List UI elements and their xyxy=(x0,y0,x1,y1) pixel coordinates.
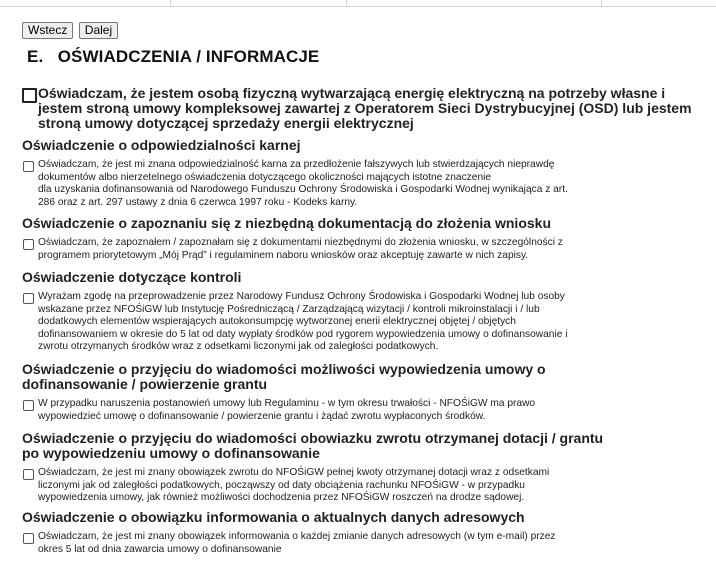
text-line: liczonymi jak od zaległości podatkowych, począwszy od daty obciążenia rachunku NFOŚiGW - w przypadku xyxy=(38,479,525,491)
section-title: E. OŚWIADCZENIA / INFORMACJE xyxy=(27,47,320,66)
declaration-checkbox[interactable] xyxy=(23,469,34,480)
column-divider xyxy=(346,0,347,6)
declaration-row xyxy=(22,531,712,556)
declaration-checkbox[interactable] xyxy=(23,293,34,304)
text-line: wskazane przez NFOŚiGW lub Instytucję Pośredniczącą / Zarządzającą wizytacji / kontroli mikroinstalacji i / lub xyxy=(38,303,540,315)
text-line: Oświadczam, że jest mi znany obowiązek zwrotu do NFOŚiGW pełnej kwoty otrzymanej dotacji wraz z odsetkami xyxy=(38,467,550,478)
text-line: dla uzyskania dofinansowania od Narodowego Funduszu Ochrony Środowiska i Gospodarki Wodnej wynikająca z art. xyxy=(38,184,568,196)
declaration-checkbox[interactable] xyxy=(23,161,34,172)
declaration-documentation xyxy=(22,216,712,262)
top-border xyxy=(0,0,716,7)
declaration-row xyxy=(22,398,712,423)
declaration-inspection xyxy=(22,270,712,354)
declaration-text xyxy=(38,291,712,354)
text-line: programem priorytetowym „Mój Prąd” i regulaminem naboru wniosków oraz akceptuję zawarte w nich zapisy. xyxy=(38,249,529,261)
text-line: dofinansowaniem w okresie do 5 lat od daty wypłaty środków pod rygorem wypowiedzenia umowy o dofinansowanie i xyxy=(38,328,568,340)
text-line: okres 5 lat od dnia zawarcia umowy o dofinansowanie xyxy=(38,543,282,555)
declaration-row xyxy=(22,291,712,354)
column-divider xyxy=(601,0,602,6)
declaration-heading: Oświadczenie o przyjęciu do wiadomości obowiazku zwrotu otrzymanej dotacji / grantu po wypowiedzeniu umowy o dofinansowanie xyxy=(22,430,604,461)
text-line: wypowiedzenia umowy, jak również możliwości dochodzenia przez NFOŚiGW roszczeń na drodze sądowej. xyxy=(38,492,525,504)
text-line: Wyrażam zgodę na przeprowadzenie przez Narodowy Fundusz Ochrony Środowiska i Gospodarki Wodnej lub osoby xyxy=(38,291,565,302)
main-declaration xyxy=(22,86,702,131)
declaration-heading: Oświadczenie dotyczące kontroli xyxy=(22,269,242,285)
declaration-heading: Oświadczenie o obowiązku informowania o aktualnych danych adresowych xyxy=(22,509,525,525)
text-line: Oświadczam, że jest mi znany obowiązek informowania o każdej zmianie danych adresowych (w tym e-mail) przez xyxy=(38,531,556,542)
declaration-termination xyxy=(22,362,712,423)
text-line: dokumentów albo nierzetelnego oświadczenia dotyczącego okoliczności mających istotne znaczenie xyxy=(38,171,492,183)
declaration-checkbox[interactable] xyxy=(23,239,34,250)
next-button[interactable]: Dalej xyxy=(79,22,118,39)
declaration-text xyxy=(38,159,712,209)
text-line: W przypadku naruszenia postanowień umowy lub Regulaminu - w tym okresu trwałości - NFOŚiGW ma prawo xyxy=(38,398,536,409)
nav-buttons xyxy=(22,21,119,39)
declaration-checkbox[interactable] xyxy=(23,400,34,411)
text-line: Oświadczam, że zapoznałem / zapoznałam się z dokumentami niezbędnymi do złożenia wniosku, w szczególności z xyxy=(38,237,563,248)
declaration-address-data xyxy=(22,510,712,556)
text-line: dodatkowych elementów wspierających autokonsumpcję wytworzonej enerii elektrycznej objętej / objętych xyxy=(38,316,516,328)
declaration-row xyxy=(22,467,712,505)
text-line: zwrotu otrzymanych środków wraz z odsetkami liczonymi jak od zaległości podatkowych. xyxy=(38,341,439,353)
text-line: 286 oraz z art. 297 ustawy z dnia 6 czerwca 1997 roku - Kodeks karny. xyxy=(38,196,358,208)
declaration-criminal-liability xyxy=(22,138,712,209)
back-button[interactable]: Wstecz xyxy=(22,22,73,39)
text-line: Oświadczam, że jest mi znana odpowiedzialność karna za przedłożenie fałszywych lub stwierdzających nieprawdę xyxy=(38,159,555,170)
main-declaration-text: Oświadczam, że jestem osobą fizyczną wytwarzającą energię elektryczną na potrzeby własne i jestem stroną umowy kompleksowej zawartej z Operatorem Sieci Dystrybucyjnej (OSD) lub jestem stroną umowy dotyczącej sprzedaży energii elektrycznej xyxy=(38,85,692,131)
declaration-row xyxy=(22,159,712,209)
declaration-row xyxy=(22,237,712,262)
column-divider xyxy=(170,0,171,6)
declaration-heading: Oświadczenie o przyjęciu do wiadomości możliwości wypowiedzenia umowy o dofinansowanie / powierzenie grantu xyxy=(22,361,546,392)
declaration-text xyxy=(38,398,712,423)
declaration-text xyxy=(38,237,712,262)
declaration-heading: Oświadczenie o zapoznaniu się z niezbędną dokumentacją do złożenia wniosku xyxy=(22,215,551,231)
main-declaration-checkbox[interactable] xyxy=(22,88,37,103)
declaration-refund xyxy=(22,431,712,505)
text-line: wypowiedzieć umowę o dofinansowanie / powierzenie grantu i żądać zwrotu wypłaconych środków. xyxy=(38,410,486,422)
declaration-checkbox[interactable] xyxy=(23,533,34,544)
declaration-heading: Oświadczenie o odpowiedzialności karnej xyxy=(22,137,301,153)
declaration-text xyxy=(38,531,712,556)
declaration-text xyxy=(38,467,712,505)
